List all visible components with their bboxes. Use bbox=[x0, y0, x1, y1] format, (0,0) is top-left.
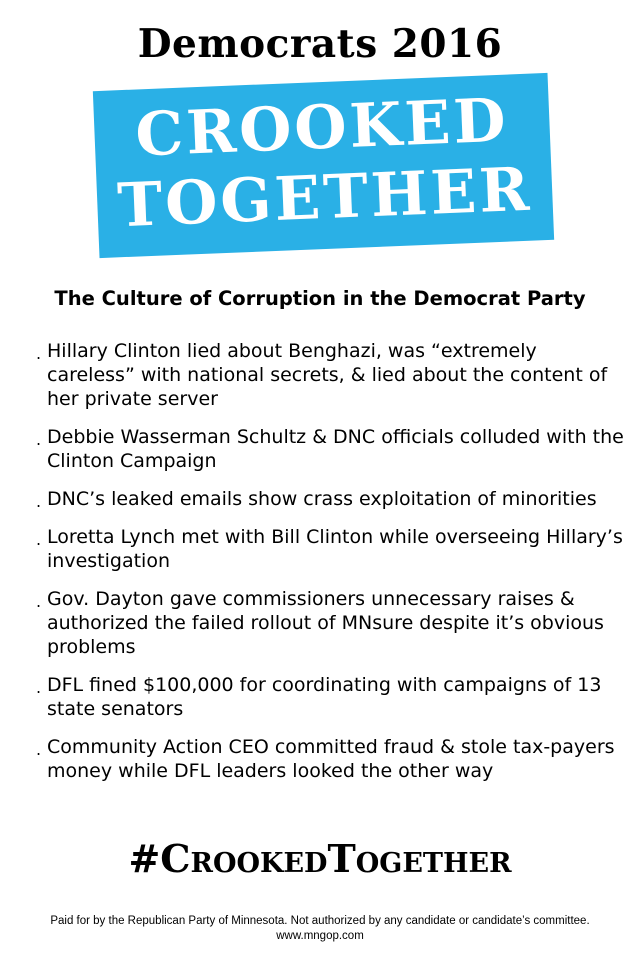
bullet-text: Loretta Lynch met with Bill Clinton while overseeing Hillary’s investigation bbox=[47, 526, 623, 572]
footer-disclaimer: Paid for by the Republican Party of Minnesota. Not authorized by any candidate or candidate’s committee. bbox=[50, 915, 590, 927]
bullet-marker: . bbox=[36, 592, 42, 611]
bullet-marker: . bbox=[36, 430, 42, 449]
bullet-text: DFL fined $100,000 for coordinating with campaigns of 13 state senators bbox=[47, 674, 602, 720]
page-title: Democrats 2016 bbox=[137, 21, 503, 67]
bullet-marker: . bbox=[36, 740, 42, 759]
bullet-item bbox=[36, 587, 626, 659]
bullet-list bbox=[36, 339, 626, 797]
bullet-item bbox=[36, 525, 626, 573]
bullet-marker: . bbox=[36, 492, 42, 511]
banner-line-1: CROOKED bbox=[134, 85, 510, 171]
banner-line-2: TOGETHER bbox=[116, 154, 534, 242]
hashtag: #CrookedTogether bbox=[128, 836, 512, 881]
subtitle: The Culture of Corruption in the Democrat Party bbox=[54, 287, 586, 310]
bullet-text: DNC’s leaked emails show crass exploitation of minorities bbox=[47, 488, 597, 510]
bullet-marker: . bbox=[36, 678, 42, 697]
bullet-item bbox=[36, 487, 626, 511]
bullet-item bbox=[36, 673, 626, 721]
bullet-item bbox=[36, 425, 626, 473]
bullet-marker: . bbox=[36, 344, 42, 363]
bullet-text: Debbie Wasserman Schultz & DNC officials colluded with the Clinton Campaign bbox=[47, 426, 624, 472]
crooked-together-banner bbox=[93, 73, 554, 258]
bullet-text: Gov. Dayton gave commissioners unnecessary raises & authorized the failed rollout of MNsure despite it’s obvious problems bbox=[47, 588, 604, 658]
footer bbox=[0, 914, 640, 944]
bullet-text: Community Action CEO committed fraud & stole tax-payers money while DFL leaders looked the other way bbox=[47, 736, 615, 782]
bullet-item bbox=[36, 339, 626, 411]
bullet-item bbox=[36, 735, 626, 783]
bullet-marker: . bbox=[36, 530, 42, 549]
bullet-text: Hillary Clinton lied about Benghazi, was “extremely careless” with national secrets, & lied about the content of her private server bbox=[47, 340, 608, 410]
footer-url: www.mngop.com bbox=[276, 930, 364, 942]
